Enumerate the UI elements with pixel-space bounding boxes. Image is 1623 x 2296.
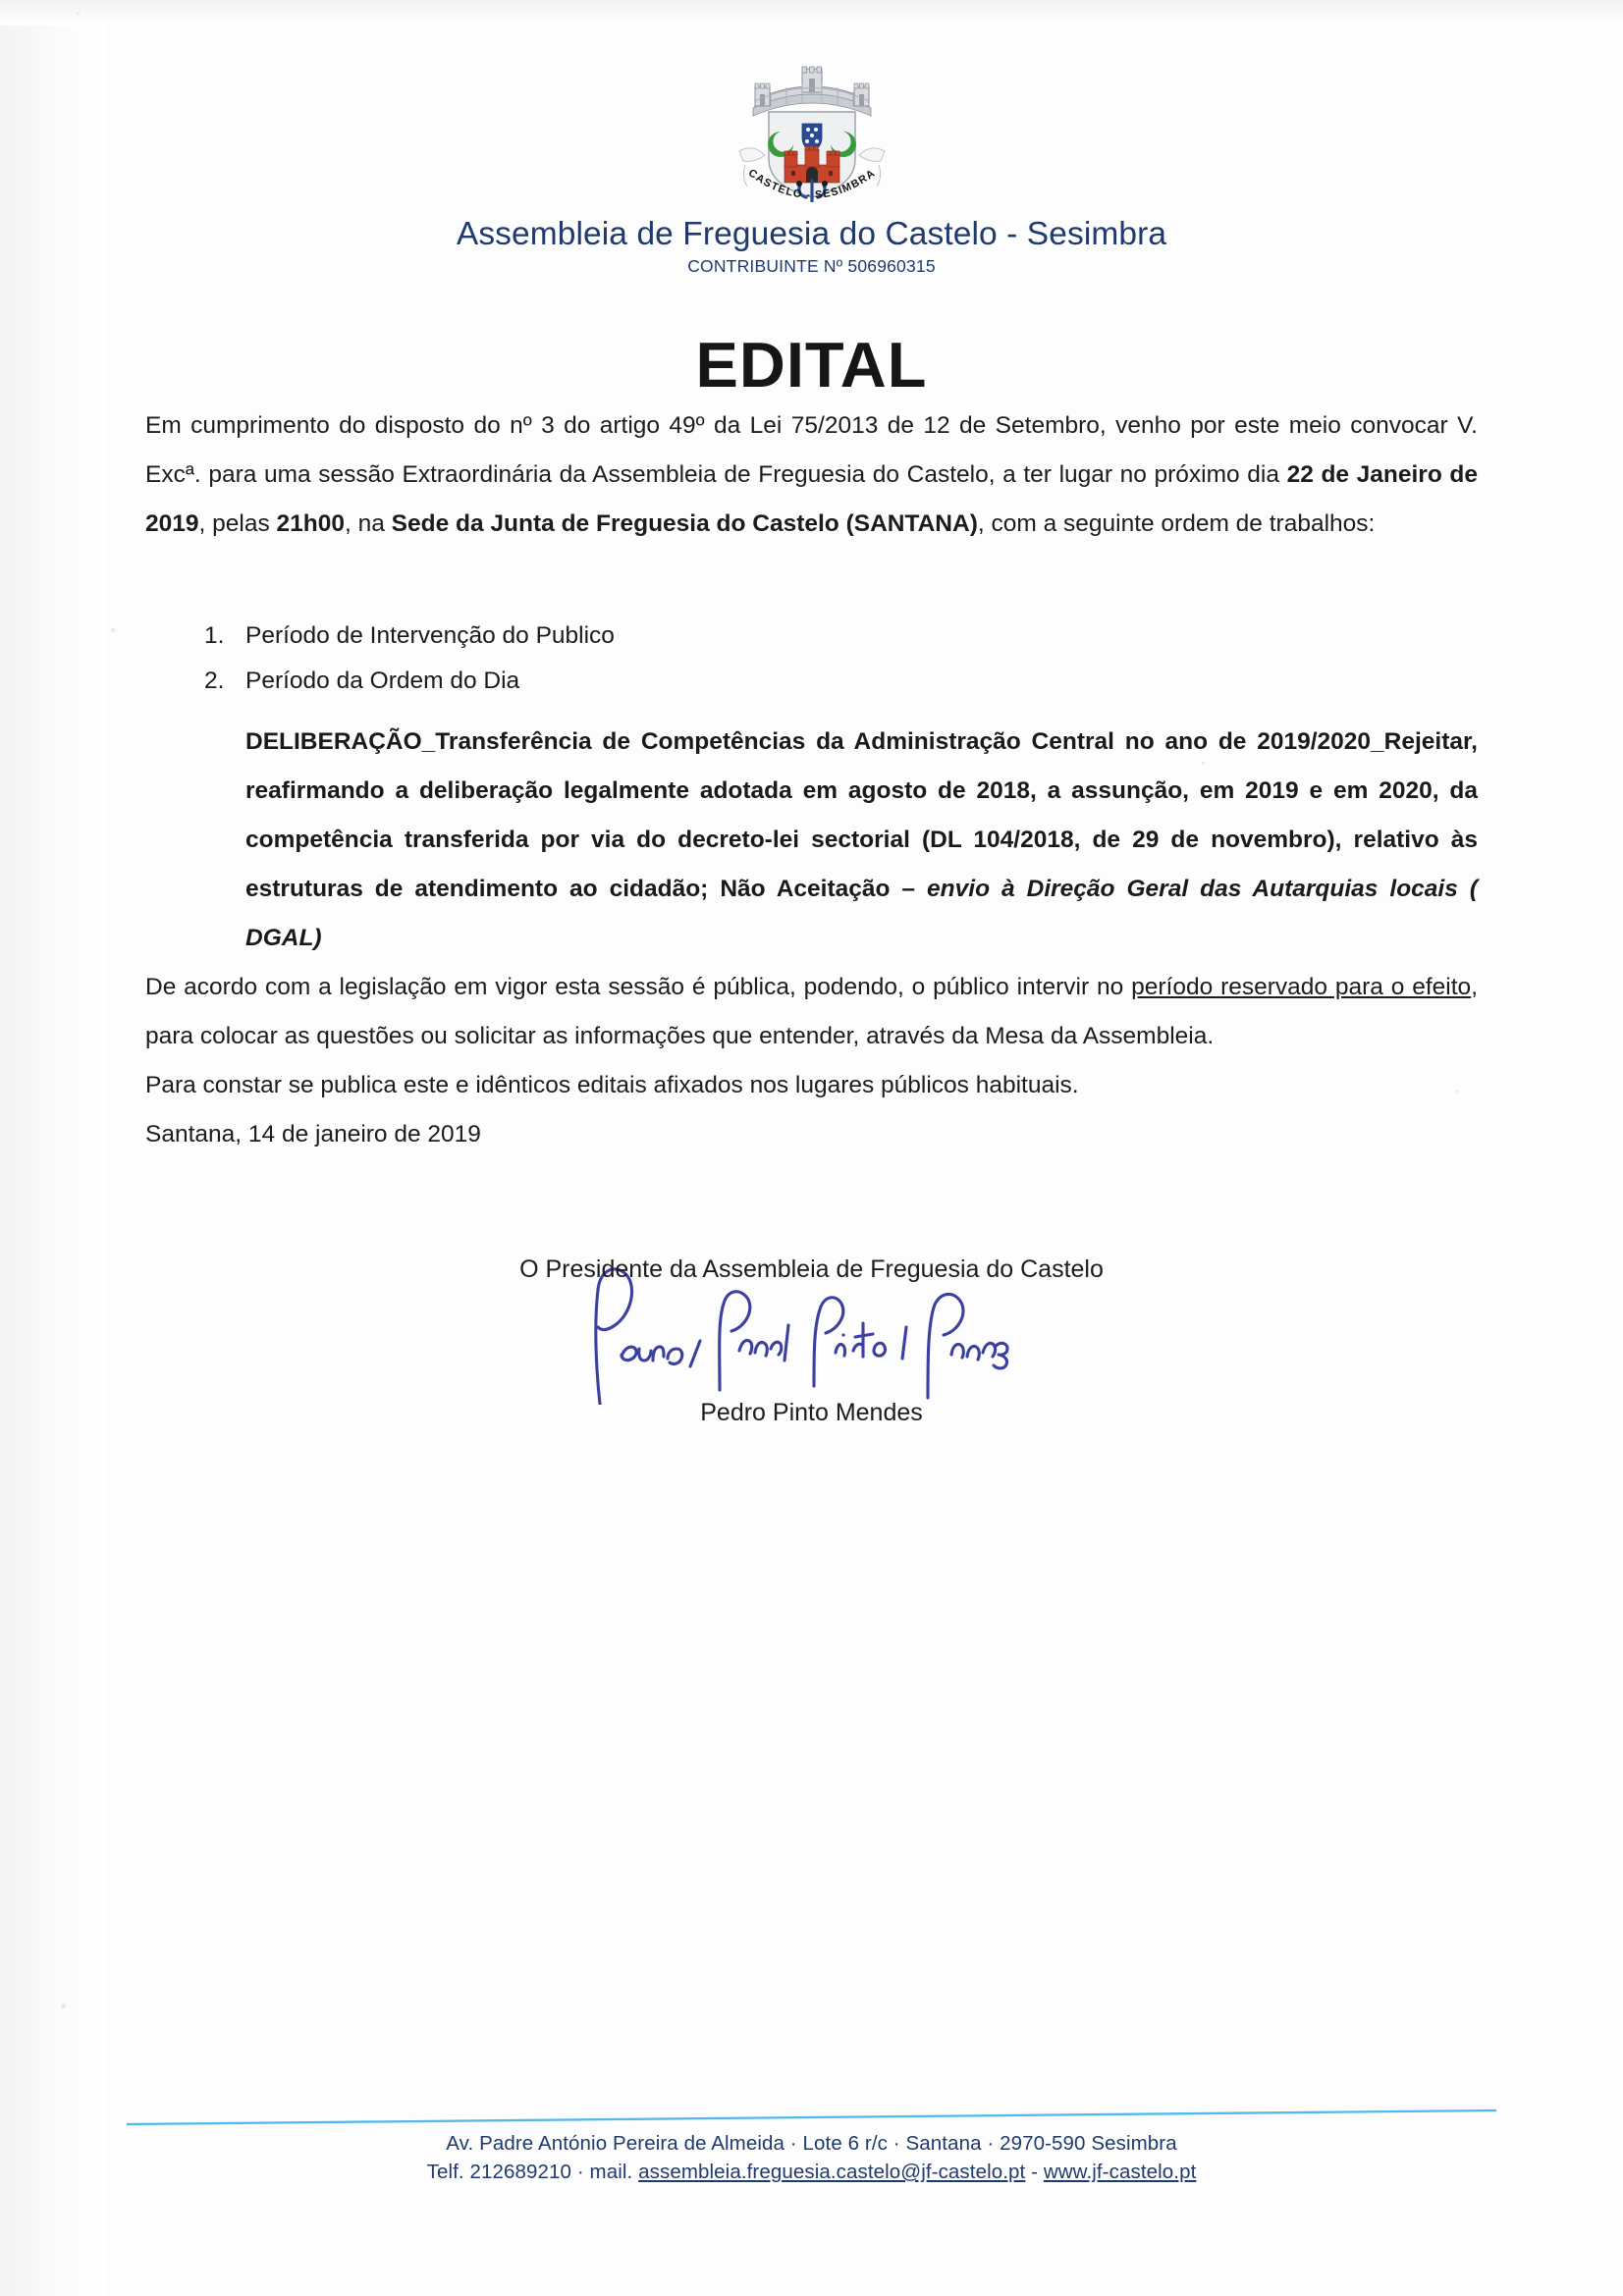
signatory-name: Pedro Pinto Mendes bbox=[700, 1399, 923, 1426]
organization-title: Assembleia de Freguesia do Castelo - Sesimbra bbox=[456, 216, 1167, 252]
footer-divider-line bbox=[127, 2106, 1496, 2129]
intro-session-date: 22 de Janeiro de 2019 bbox=[145, 461, 1478, 537]
document-title: EDITAL bbox=[695, 329, 928, 400]
footer-email-link[interactable]: assembleia.freguesia.castelo@jf-castelo.pt bbox=[638, 2161, 1026, 2183]
footer-phone-label: Telf. 212689210 · mail. bbox=[426, 2161, 639, 2183]
deliberation-italic-tail: envio à Direção Geral das Autarquias locais ( DGAL) bbox=[245, 876, 1478, 951]
deliberation-paragraph bbox=[245, 718, 1478, 963]
agenda-item bbox=[204, 659, 1478, 704]
intro-session-time: 21h00 bbox=[276, 510, 345, 537]
page-footer bbox=[0, 2106, 1623, 2186]
scan-speck bbox=[61, 2003, 66, 2008]
svg-text:CASTELO - SESIMBRA: CASTELO - SESIMBRA bbox=[745, 167, 878, 202]
public-underlined-phrase: período reservado para o efeito bbox=[1131, 974, 1472, 1000]
intro-session-venue: Sede da Junta de Freguesia do Castelo (SANTANA) bbox=[391, 510, 978, 537]
document-body bbox=[145, 401, 1478, 1427]
intro-text-part-1: Em cumprimento do disposto do nº 3 do artigo 49º da Lei 75/2013 de 12 de Setembro, venho por este meio convocar V. Excª. para uma sessão Extraordinária da Assembleia de Freguesia do Castelo, a ter lugar no próximo dia bbox=[145, 412, 1478, 488]
public-text-part-1: De acordo com a legislação em vigor esta sessão é pública, podendo, o público intervir no bbox=[145, 974, 1132, 1000]
coat-of-arms-icon bbox=[726, 57, 898, 202]
signature-block bbox=[145, 1255, 1478, 1427]
signatory-role: O Presidente da Assembleia de Freguesia do Castelo bbox=[519, 1255, 1104, 1283]
intro-text-part-3: , na bbox=[344, 510, 392, 537]
footer-website-link[interactable]: www.jf-castelo.pt bbox=[1043, 2161, 1197, 2183]
footer-address: Av. Padre António Pereira de Almeida · Lote 6 r/c · Santana · 2970-590 Sesimbra bbox=[446, 2132, 1177, 2155]
agenda-item-label: Período da Ordem do Dia bbox=[245, 667, 520, 694]
agenda-list bbox=[145, 614, 1478, 704]
agenda-item-number: 2. bbox=[204, 667, 225, 694]
taxpayer-number: CONTRIBUINTE Nº 506960315 bbox=[687, 256, 936, 276]
agenda-item-label: Período de Intervenção do Publico bbox=[245, 622, 615, 649]
public-session-paragraph bbox=[145, 963, 1478, 1061]
intro-text-part-2: , pelas bbox=[198, 510, 277, 537]
footer-contacts bbox=[0, 2158, 1623, 2186]
deliberation-text: DELIBERAÇÃO_Transferência de Competências da Administração Central no ano de 2019/2020_Rejeitar, reafirmando a deliberação legalmente adotada em agosto de 2018, a assunção, em 2019 e em 2020, da competência transferida por via do decreto-lei sectorial (DL 104/2018, de 29 de novembro), relativo às estruturas de atendimento ao cidadão; Não Aceitação – bbox=[245, 728, 1478, 902]
footer-separator: - bbox=[1025, 2161, 1044, 2183]
agenda-item bbox=[204, 614, 1478, 659]
place-and-date: Santana, 14 de janeiro de 2019 bbox=[145, 1121, 481, 1148]
intro-paragraph bbox=[145, 401, 1478, 549]
publication-note: Para constar se publica este e idênticos editais afixados nos lugares públicos habituais. bbox=[145, 1072, 1079, 1098]
public-text-part-2: , para colocar as questões ou solicitar as informações que entender, através da Mesa da Assembleia. bbox=[145, 974, 1478, 1049]
intro-text-part-4: , com a seguinte ordem de trabalhos: bbox=[977, 510, 1376, 537]
letterhead bbox=[0, 0, 1623, 277]
agenda-item-number: 1. bbox=[204, 622, 225, 649]
